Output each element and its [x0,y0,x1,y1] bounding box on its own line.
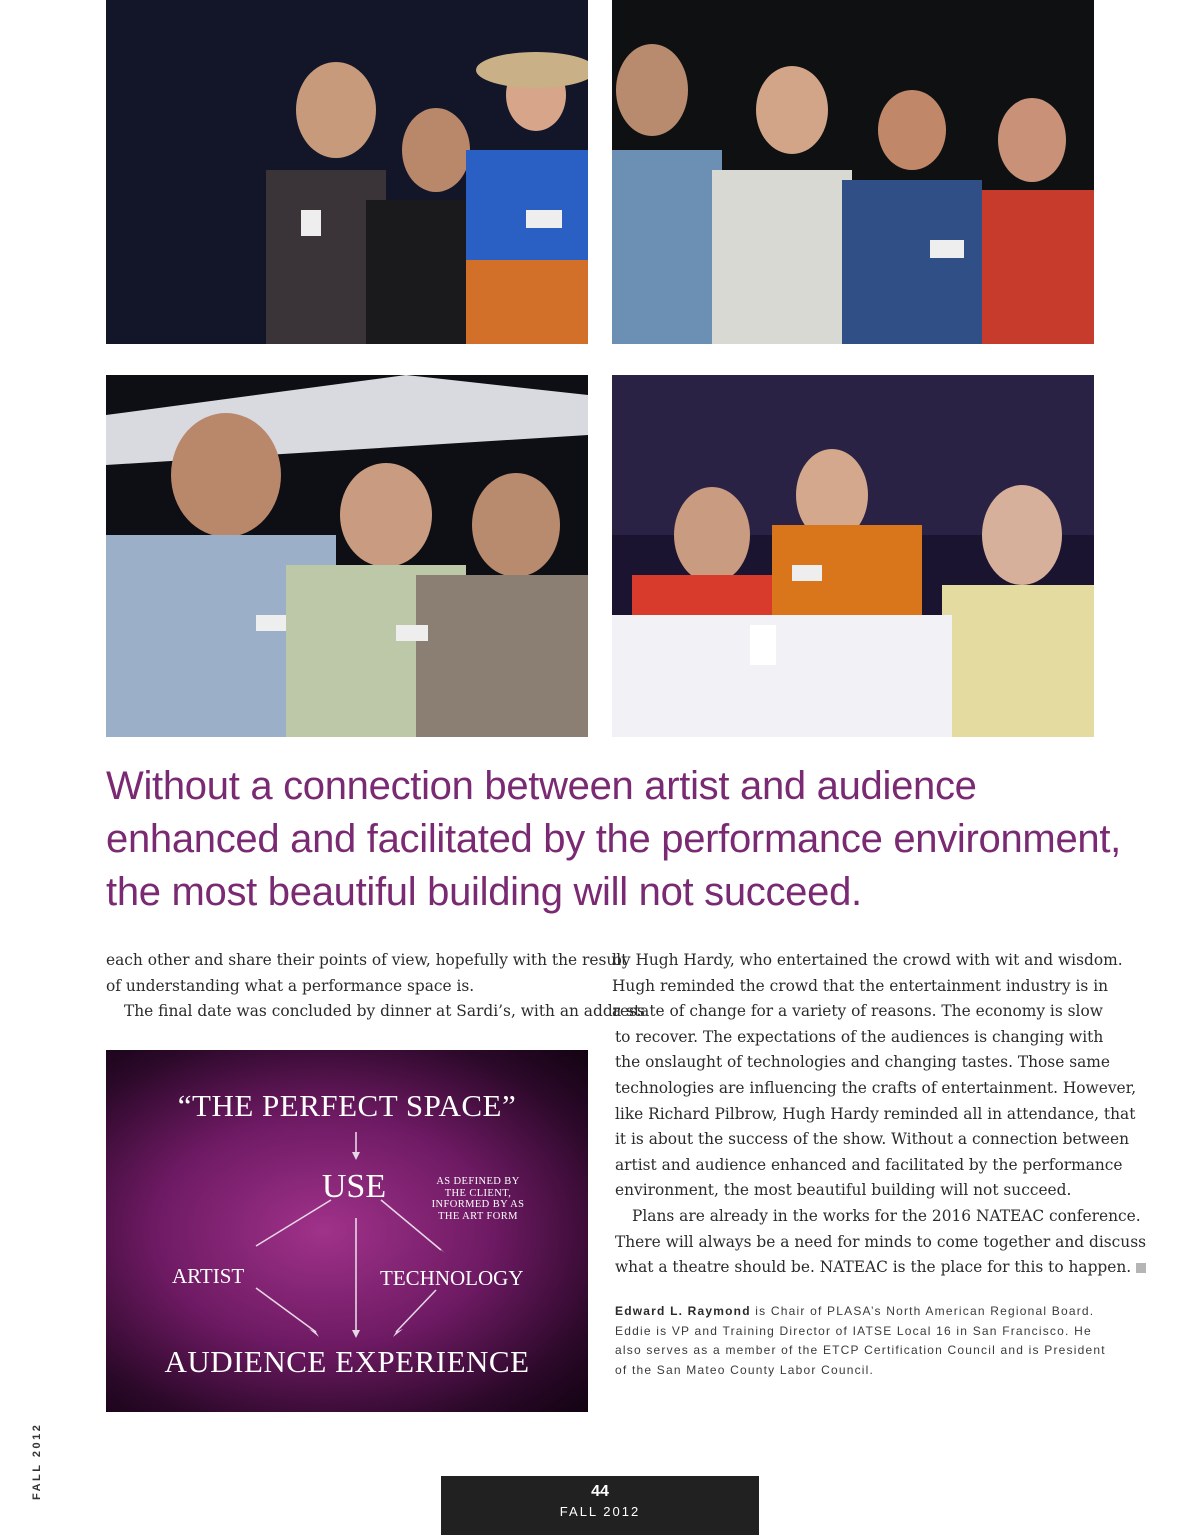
pull-quote-line: enhanced and facilitated by the performance environment, [106,817,1121,861]
slide-audience-label: AUDIENCE EXPERIENCE [164,1344,530,1379]
bio-line [615,1302,1100,1322]
body-line: There will always be a need for minds to come together and discuss [615,1232,1147,1251]
body-line: by Hugh Hardy, who entertained the crowd with wit and wisdom. [612,951,1123,969]
slide-note-line: INFORMED BY AS [431,1199,525,1210]
slide-artist-label: ARTIST [172,1264,245,1288]
body-line: it is about the success of the show. Without a connection between [615,1130,1130,1149]
body-line: Hugh reminded the crowd that the entertainment industry is in [612,976,1109,995]
event-photo-2 [612,0,1094,344]
author-bio [615,1302,1106,1381]
photo-icon [106,375,588,737]
slide-use-label: USE [321,1168,387,1205]
slide-note-line: AS DEFINED BY [436,1176,520,1187]
body-line: The final date was concluded by dinner at Sardi’s, with an address [124,1002,645,1021]
body-line: artist and audience enhanced and facilitated by the performance [615,1155,1123,1174]
pull-quote [106,760,1121,919]
body-line: what a theatre should be. NATEAC is the place for this to happen. [615,1258,1132,1277]
body-line-last [612,1255,1132,1281]
bio-line: of the San Mateo County Labor Council. [615,1363,875,1378]
event-photo-1 [106,0,588,344]
body-line: of understanding what a performance space is. [106,976,475,995]
perfect-space-slide [106,1050,588,1412]
body-column-right [612,948,1147,1281]
bio-line: also serves as a member of the ETCP Certification Council and is President [615,1343,1106,1358]
body-column-left [106,948,645,1025]
body-line: like Richard Pilbrow, Hugh Hardy reminded all in attendance, that [615,1104,1136,1123]
bio-line: Eddie is VP and Training Director of IATSE Local 16 in San Francisco. He [615,1323,1092,1338]
event-photo-4 [612,375,1094,737]
body-line: to recover. The expectations of the audiences is changing with [615,1027,1104,1046]
slide-note-line: THE ART FORM [438,1210,518,1222]
pull-quote-line: the most beautiful building will not succeed. [106,870,862,914]
pull-quote-line: Without a connection between artist and audience [106,764,977,808]
page-footer [441,1476,759,1535]
footer-issue-label: FALL 2012 [559,1504,641,1519]
photo-icon [612,375,1094,737]
body-line: environment, the most beautiful building will not succeed. [615,1181,1072,1200]
slide-technology-label: TECHNOLOGY [380,1266,524,1290]
bio-text: is Chair of PLASA’s North American Regional Board. [750,1304,1095,1318]
photo-icon [612,0,1094,344]
body-line: each other and share their points of view, hopefully with the result [106,951,628,969]
photo-icon [106,0,588,344]
slide-note-line: THE CLIENT, [444,1187,512,1199]
body-line: a state of change for a variety of reasons. The economy is slow [612,1002,1103,1021]
side-issue-label: FALL 2012 [31,1422,43,1500]
end-of-article-icon [1136,1263,1146,1273]
body-line: the onslaught of technologies and changing tastes. Those same [615,1053,1110,1072]
event-photo-3 [106,375,588,737]
page-number: 44 [591,1483,609,1500]
slide-note [418,1176,538,1222]
slide-title: “THE PERFECT SPACE” [177,1088,517,1123]
body-line: Plans are already in the works for the 2016 NATEAC conference. [632,1206,1141,1225]
author-name: Edward L. Raymond [615,1304,751,1318]
body-line: technologies are influencing the crafts of entertainment. However, [615,1078,1137,1097]
